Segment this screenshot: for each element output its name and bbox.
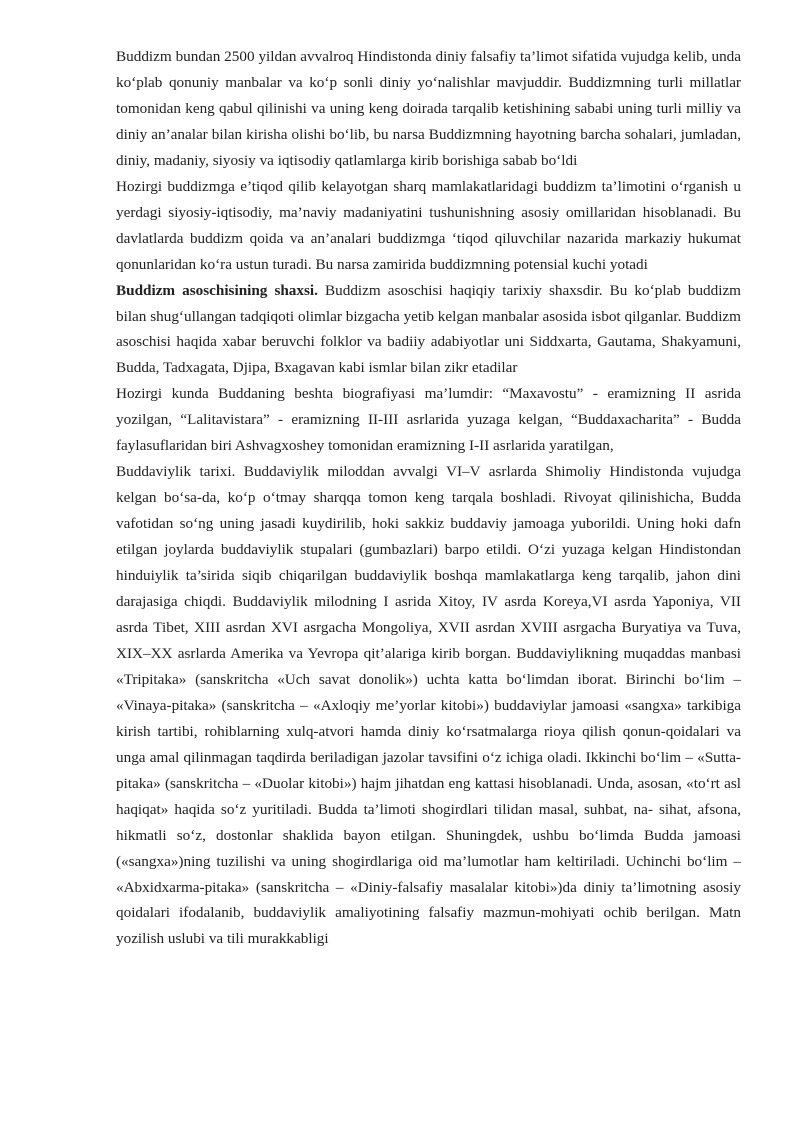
paragraph-history: Buddaviylik tarixi. Buddaviylik miloddan avvalgi VI–V asrlarda Shimoliy Hindistonda vujudga kelgan bo‘sa-da, ko‘p o‘tmay sharqqa tomon keng tarqala boshladi. Rivoyat qilinishicha, Budda vafotidan so‘ng uning jasadi kuydirilib, hoki sakkiz buddaviy jamoaga yuborildi. Uning hoki dafn etilgan joylarda buddaviylik stupalari (gumbazlari) barpo etildi. O‘zi yuzaga kelgan Hindistondan hinduiylik ta’sirida siqib chiqarilgan buddaviylik boshqa mamlakatlarga keng tarqalib, jahon dini darajasiga chiqdi. Buddaviylik milodning I asrida Xitoy, IV asrda Koreya,VI asrda Yaponiya, VII asrda Tibet, XIII asrdan XVI asrgacha Mongoliya, XVII asrdan XVIII asrgacha Buryatiya va Tuva, XIX–XX asrlarda Amerika va Yevropa qit’alariga kirib borgan. Buddaviylikning muqaddas manbasi «Tripitaka» (sanskritcha «Uch savat donolik») uchta katta bo‘limdan iborat. Birinchi bo‘lim – «Vinaya-pitaka» (sanskritcha – «Axloqiy me’yorlar kitobi») buddaviylar jamoasi «sangxa» tarkibiga kirish tartibi, rohiblarning xulq-atvori hamda diniy ko‘rsatmalarga rioya qilish qonun-qoidalari va unga amal qilinmagan taqdirda beriladigan jazolar tavsifini o‘z ichiga oladi. Ikkinchi bo‘lim – «Sutta-pitaka» (sanskritcha – «Duolar kitobi») hajm jihatdan eng kattasi hisoblanadi. Unda, asosan, «to‘rt asl haqiqat» haqida so‘z yuritiladi. Budda ta’limoti shogirdlari tilidan masal, suhbat, na- sihat, afsona, hikmatli so‘z, dostonlar shaklida bayon etilgan. Shuningdek, ushbu bo‘limda Budda jamoasi («sangxa»)ning tuzilishi va uning shogirdlariga oid ma’lumotlar ham keltiriladi. Uchinchi bo‘lim – «Abxidxarma-pitaka» (sanskritcha – «Diniy-falsafiy masalalar kitobi»)da diniy ta’limotning asosiy qoidalari ifodalanib, buddaviylik amaliyotining falsafiy mazmun-mohiyati ochib berilgan. Matn yozilish uslubi va tili murakkabligi bbox=[116, 463, 741, 948]
paragraph-modern-buddhism: Hozirgi buddizmga e’tiqod qilib kelayotgan sharq mamlakatlaridagi buddizm ta’limotini o‘rganish u yerdagi siyosiy-iqtisodiy, ma’naviy madaniyatini tushunishning asosiy omillaridan hisoblanadi. Bu davlatlarda buddizm qoida va an’analari buddizmga ‘tiqod qiluvchilar nazarida markaziy hukumat qonunlaridan ko‘ra ustun turadi. Bu narsa zamirida buddizmning potensial kuchi yotadi bbox=[116, 177, 741, 273]
document-page bbox=[116, 44, 741, 952]
paragraph-intro: Buddizm bundan 2500 yildan avvalroq Hindistonda diniy falsafiy ta’limot sifatida vujudga kelib, unda ko‘plab qonuniy manbalar va ko‘p sonli diniy yo‘nalishlar mavjuddir. Buddizmning turli millatlar tomonidan keng qabul qilinishi va uning keng doirada tarqalib ketishining sababi uning turli milliy va diniy an’analar bilan kirisha olishi bo‘lib, bu narsa Buddizmning hayotning barcha sohalari, jumladan, diniy, madaniy, siyosiy va iqtisodiy qatlamlarga kirib borishiga sabab bo‘ldi bbox=[116, 48, 741, 169]
paragraph-founder: Buddizm asoschisi haqiqiy tarixiy shaxsdir. Bu ko‘plab buddizm bilan shug‘ullangan tadqiqoti olimlar bizgacha yetib kelgan manbalar asosida isbot qilganlar. Buddizm asoschisi haqida xabar beruvchi folklor va badiiy adabiyotlar uni Siddxarta, Gautama, Shakyamuni, Budda, Tadxagata, Djipa, Bxagavan kabi ismlar bilan zikr etadilar bbox=[116, 281, 741, 377]
body-text bbox=[116, 44, 741, 952]
paragraph-biographies: Hozirgi kunda Buddaning beshta biografiyasi ma’lumdir: “Maxavostu” - eramizning II asrida yozilgan, “Lalitavistara” - eramizning II-III asrlarida yuzaga kelgan, “Buddaxacharita” - Budda faylasuflaridan biri Ashvagxoshey tomonidan eramizning I-II asrlarida yaratilgan, bbox=[116, 385, 741, 455]
section-heading-founder: Buddizm asoschisining shaxsi. bbox=[116, 281, 318, 299]
